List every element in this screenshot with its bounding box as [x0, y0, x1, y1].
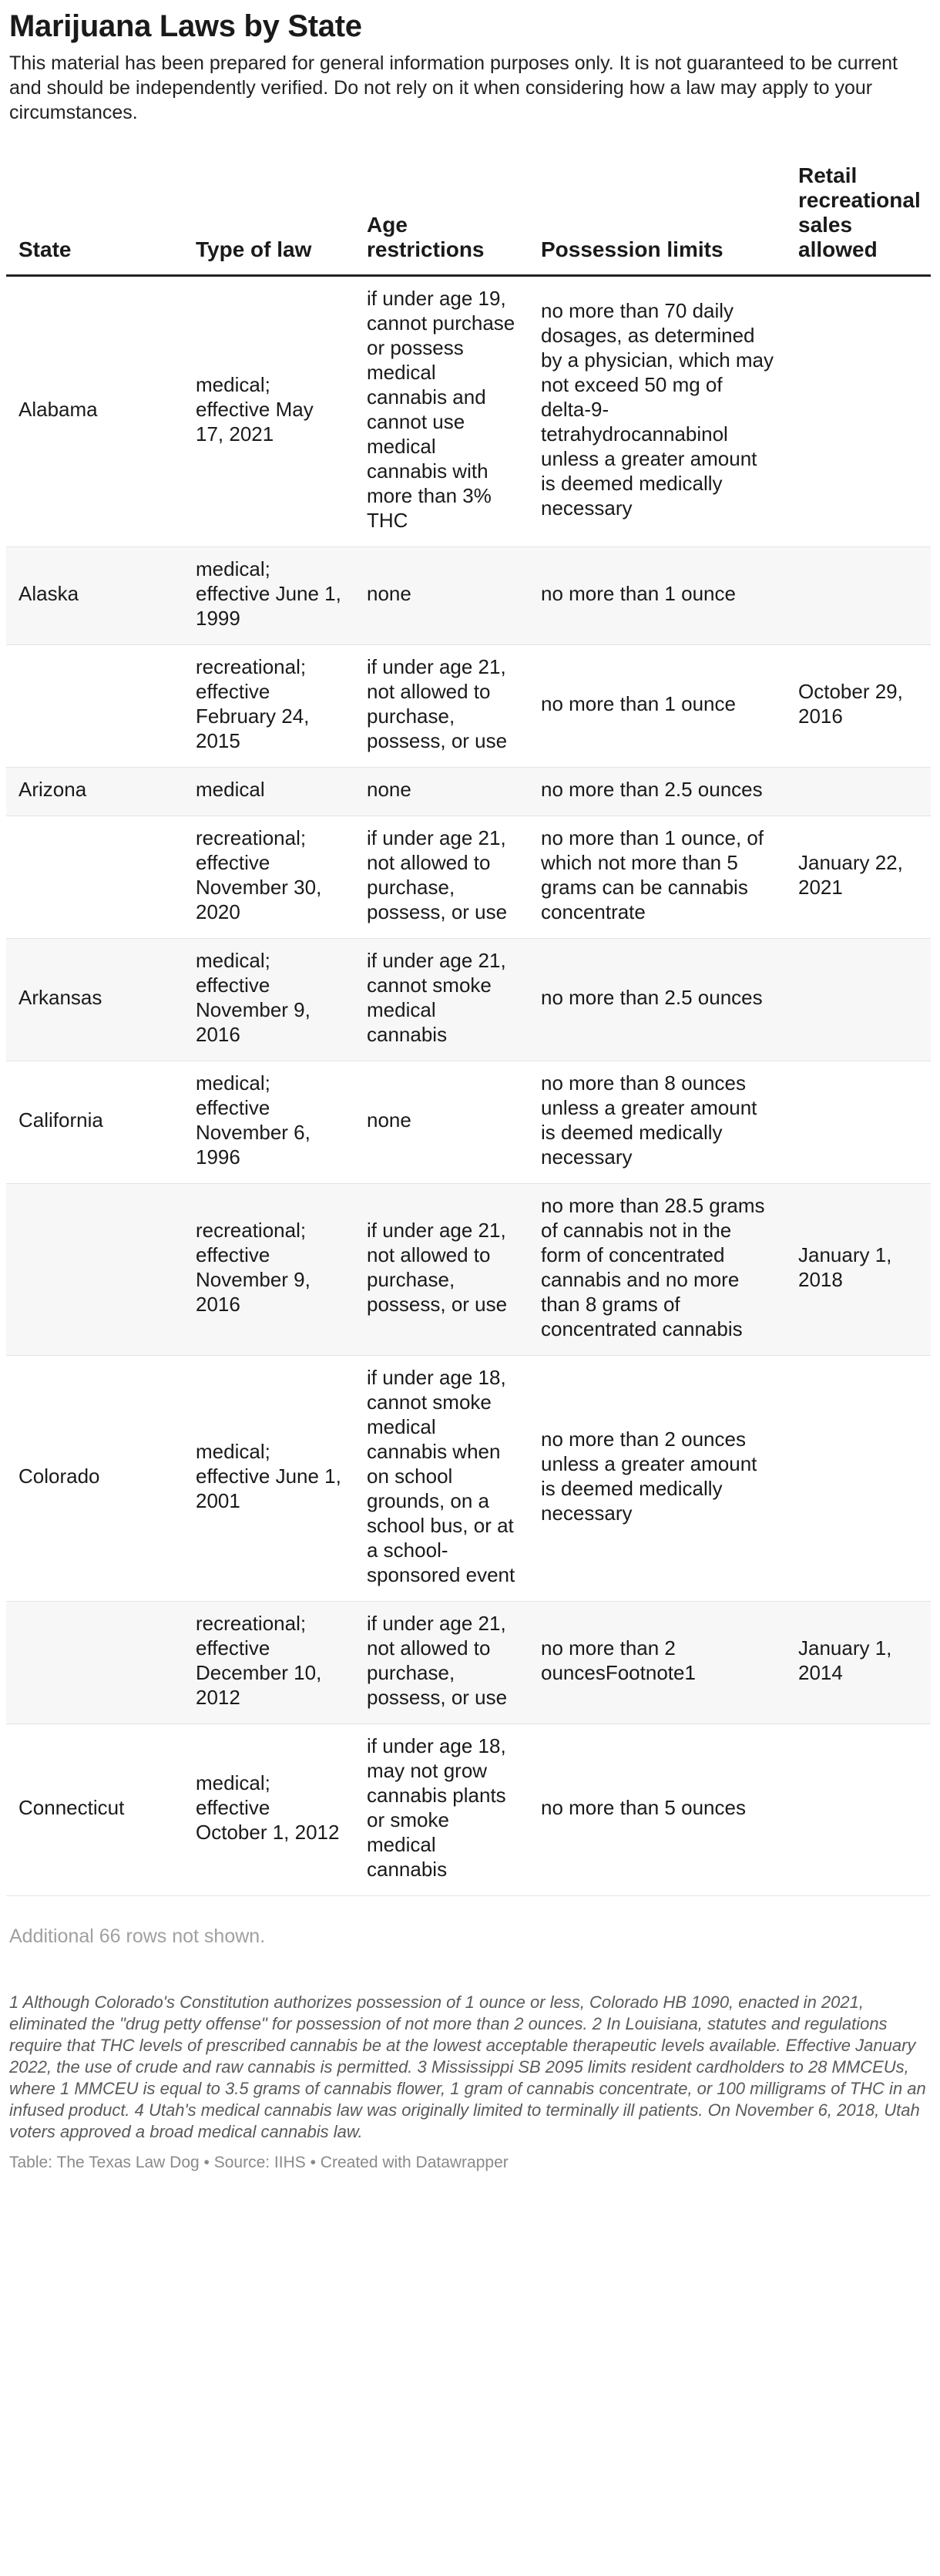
cell-age-restrictions: if under age 21, not allowed to purchase, possess, or use	[354, 816, 529, 939]
cell-possession-limits: no more than 2 ounces unless a greater amount is deemed medically necessary	[529, 1356, 786, 1602]
cell-retail-sales	[786, 276, 931, 547]
table-header	[6, 163, 931, 276]
cell-type-of-law: recreational; effective November 9, 2016	[183, 1184, 354, 1356]
cell-possession-limits: no more than 2 ouncesFootnote1	[529, 1602, 786, 1724]
table-row	[6, 1184, 931, 1356]
cell-age-restrictions: if under age 21, not allowed to purchase, possess, or use	[354, 645, 529, 768]
cell-type-of-law: medical; effective November 6, 1996	[183, 1061, 354, 1184]
cell-age-restrictions: if under age 21, not allowed to purchase, possess, or use	[354, 1602, 529, 1724]
cell-age-restrictions: none	[354, 768, 529, 816]
cell-age-restrictions: if under age 18, may not grow cannabis plants or smoke medical cannabis	[354, 1724, 529, 1896]
cell-type-of-law: medical	[183, 768, 354, 816]
cell-possession-limits: no more than 1 ounce	[529, 645, 786, 768]
cell-state	[6, 1184, 183, 1356]
cell-retail-sales	[786, 1724, 931, 1896]
cell-possession-limits: no more than 70 daily dosages, as determined by a physician, which may not exceed 50 mg of delta-9-tetrahydrocannabinol unless a greater amount is deemed medically necessary	[529, 276, 786, 547]
cell-type-of-law: medical; effective October 1, 2012	[183, 1724, 354, 1896]
cell-state: Colorado	[6, 1356, 183, 1602]
cell-age-restrictions: if under age 19, cannot purchase or possess medical cannabis and cannot use medical cannabis with more than 3% THC	[354, 276, 529, 547]
cell-possession-limits: no more than 2.5 ounces	[529, 939, 786, 1061]
cell-type-of-law: recreational; effective November 30, 2020	[183, 816, 354, 939]
cell-state: Alaska	[6, 547, 183, 645]
cell-possession-limits: no more than 1 ounce, of which not more than 5 grams can be cannabis concentrate	[529, 816, 786, 939]
cell-state	[6, 1602, 183, 1724]
table-row	[6, 768, 931, 816]
table-row	[6, 645, 931, 768]
header-retail-sales[interactable]: Retail recreational sales allowed	[786, 163, 931, 276]
table-row	[6, 816, 931, 939]
cell-type-of-law: medical; effective June 1, 1999	[183, 547, 354, 645]
cell-state	[6, 645, 183, 768]
table-row	[6, 1602, 931, 1724]
chart-container	[9, 0, 931, 2174]
cell-state: California	[6, 1061, 183, 1184]
cell-retail-sales: January 1, 2014	[786, 1602, 931, 1724]
cell-state	[6, 816, 183, 939]
cell-retail-sales	[786, 1061, 931, 1184]
table-row	[6, 547, 931, 645]
description: This material has been prepared for general information purposes only. It is not guaranteed to be current and should be independently verified. Do not rely on it when considering how a law may apply to your circumstances.	[9, 52, 898, 123]
cell-possession-limits: no more than 1 ounce	[529, 547, 786, 645]
header-row	[6, 163, 931, 276]
cell-type-of-law: medical; effective June 1, 2001	[183, 1356, 354, 1602]
cell-type-of-law: medical; effective May 17, 2021	[183, 276, 354, 547]
table-row	[6, 1061, 931, 1184]
header-age-restrictions[interactable]: Age restrictions	[354, 163, 529, 276]
more-rows-note: Additional 66 rows not shown.	[9, 1925, 266, 1947]
cell-retail-sales	[786, 1356, 931, 1602]
page-title: Marijuana Laws by State	[9, 9, 362, 43]
footnotes: 1 Although Colorado's Constitution authorizes possession of 1 ounce or less, Colorado HB 1090, enacted in 2021, eliminated the "drug petty offense" for possession of not more than 2 ounces. 2 In Louisiana, statutes and regulations require that THC levels of prescribed cannabis be at the lowest acceptable therapeutic levels available. Effective January 2022, the use of crude and raw cannabis is permitted. 3 Mississippi SB 2095 limits resident cardholders to 28 MMCEUs, where 1 MMCEU is equal to 3.5 grams of cannabis flower, 1 gram of cannabis concentrate, or 100 milligrams of THC in an infused product. 4 Utah's medical cannabis law was originally limited to terminally ill patients. On November 6, 2018, Utah voters approved a broad medical cannabis law.	[9, 1993, 926, 2141]
cell-retail-sales: January 1, 2018	[786, 1184, 931, 1356]
cell-possession-limits: no more than 2.5 ounces	[529, 768, 786, 816]
cell-possession-limits: no more than 8 ounces unless a greater amount is deemed medically necessary	[529, 1061, 786, 1184]
table-row	[6, 1724, 931, 1896]
cell-age-restrictions: none	[354, 1061, 529, 1184]
laws-table	[6, 163, 931, 1896]
cell-state: Arkansas	[6, 939, 183, 1061]
cell-age-restrictions: if under age 21, cannot smoke medical cannabis	[354, 939, 529, 1061]
table-row	[6, 939, 931, 1061]
header-state[interactable]: State	[6, 163, 183, 276]
table-row	[6, 276, 931, 547]
cell-retail-sales: October 29, 2016	[786, 645, 931, 768]
cell-state: Alabama	[6, 276, 183, 547]
cell-retail-sales: January 22, 2021	[786, 816, 931, 939]
cell-age-restrictions: if under age 18, cannot smoke medical cannabis when on school grounds, on a school bus, or at a school-sponsored event	[354, 1356, 529, 1602]
cell-retail-sales	[786, 768, 931, 816]
cell-age-restrictions: none	[354, 547, 529, 645]
table-body	[6, 276, 931, 1896]
cell-possession-limits: no more than 28.5 grams of cannabis not in the form of concentrated cannabis and no more than 8 grams of concentrated cannabis	[529, 1184, 786, 1356]
table-row	[6, 1356, 931, 1602]
cell-retail-sales	[786, 547, 931, 645]
cell-type-of-law: recreational; effective February 24, 2015	[183, 645, 354, 768]
cell-age-restrictions: if under age 21, not allowed to purchase, possess, or use	[354, 1184, 529, 1356]
cell-possession-limits: no more than 5 ounces	[529, 1724, 786, 1896]
cell-state: Connecticut	[6, 1724, 183, 1896]
cell-state: Arizona	[6, 768, 183, 816]
credit-line: Table: The Texas Law Dog • Source: IIHS • Created with Datawrapper	[9, 2154, 509, 2171]
header-possession-limits[interactable]: Possession limits	[529, 163, 786, 276]
cell-type-of-law: recreational; effective December 10, 2012	[183, 1602, 354, 1724]
cell-retail-sales	[786, 939, 931, 1061]
cell-type-of-law: medical; effective November 9, 2016	[183, 939, 354, 1061]
header-type-of-law[interactable]: Type of law	[183, 163, 354, 276]
